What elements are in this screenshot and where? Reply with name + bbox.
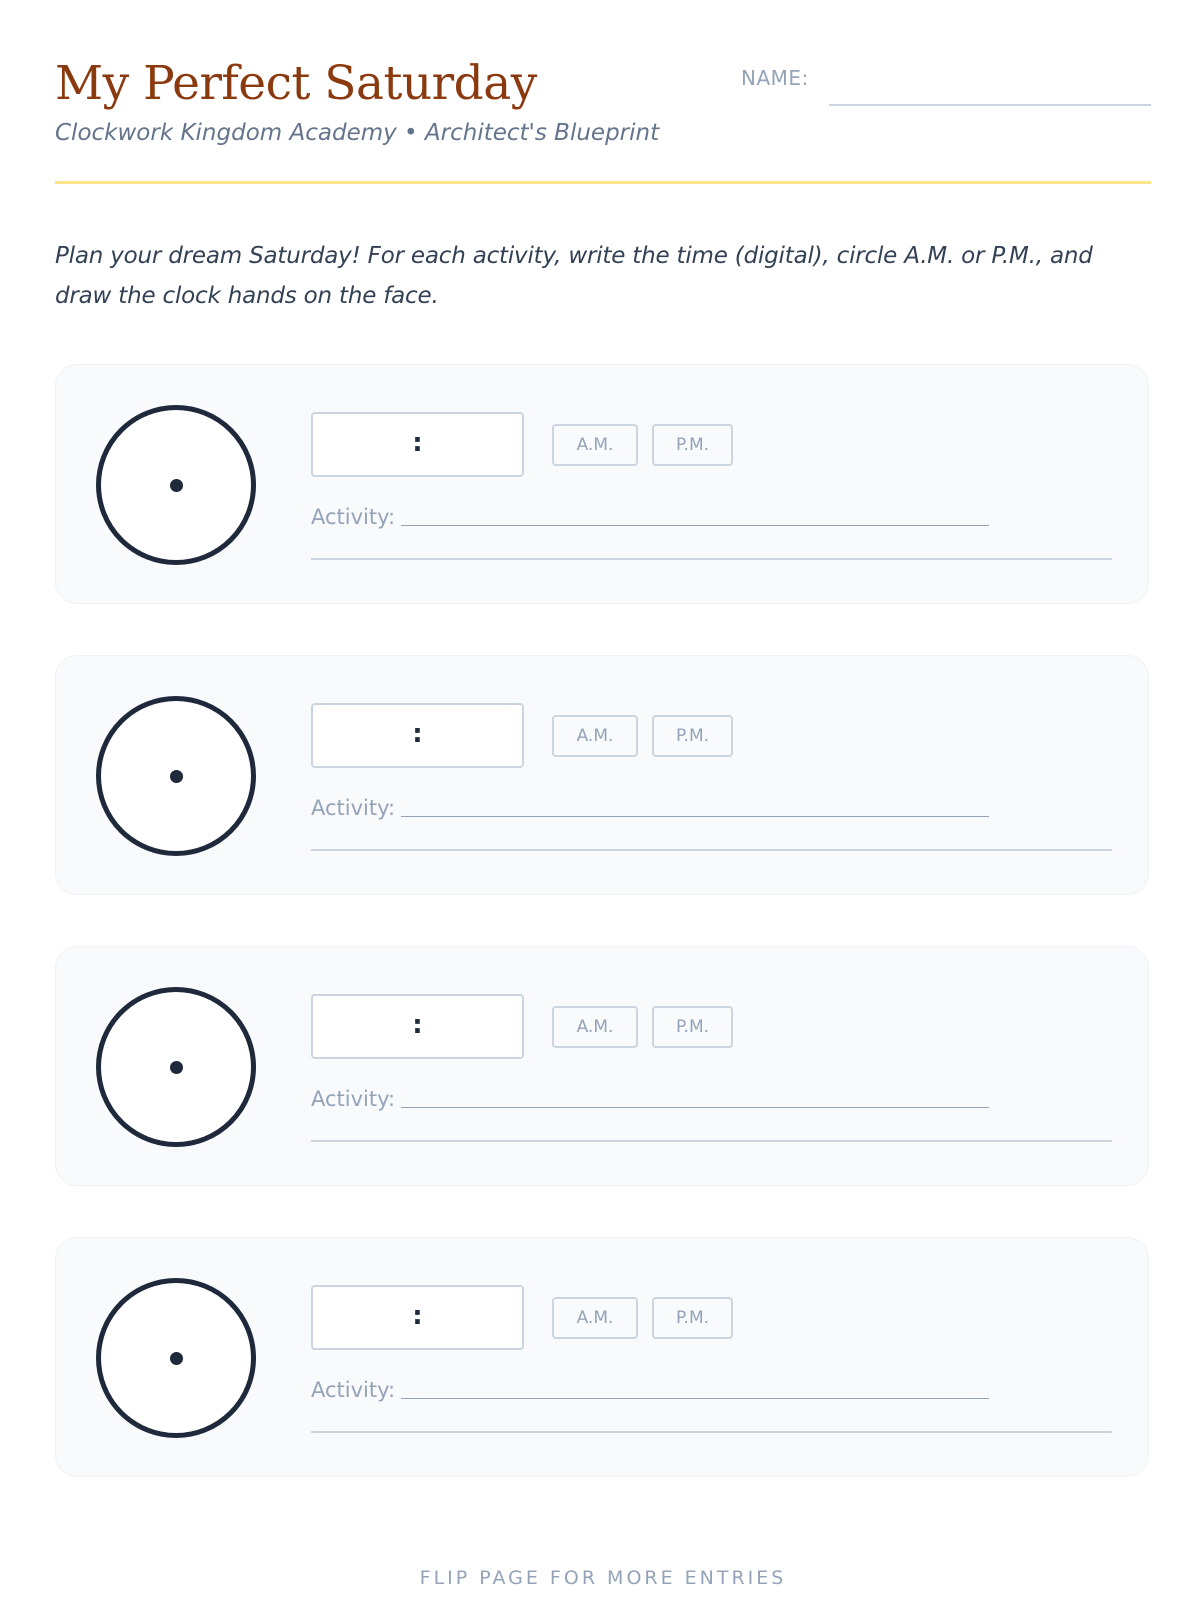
clock-face[interactable] [96,1278,256,1438]
clock-center-dot [170,1352,183,1365]
worksheet-page [55,0,1151,1600]
activity-label: Activity: [311,505,396,529]
activity-field[interactable] [401,1107,989,1108]
activity-line [311,792,989,824]
clock-center-dot [170,1061,183,1074]
pm-option[interactable]: P.M. [652,1006,733,1048]
pm-option[interactable]: P.M. [652,1297,733,1339]
activity-entry-4 [55,1237,1149,1477]
name-field[interactable] [829,104,1151,106]
activity-entry-3 [55,946,1149,1186]
clock-face[interactable] [96,405,256,565]
clock-face[interactable] [96,696,256,856]
activity-label: Activity: [311,1087,396,1111]
activity-line [311,501,989,533]
entry-writing-line[interactable] [311,558,1112,560]
digital-time-field[interactable]: : [311,1285,524,1350]
instructions-text: Plan your dream Saturday! For each activity, write the time (digital), circle A.M. or P.M., and draw the clock hands on the face. [55,243,1093,309]
entry-writing-line[interactable] [311,1140,1112,1142]
worksheet-header [55,52,1151,184]
activity-field[interactable] [401,1398,989,1399]
entry-writing-line[interactable] [311,1431,1112,1433]
pm-option[interactable]: P.M. [652,715,733,757]
activity-entry-2 [55,655,1149,895]
header-divider [55,181,1151,184]
activity-line [311,1083,989,1115]
clock-center-dot [170,770,183,783]
activity-label: Activity: [311,796,396,820]
am-option[interactable]: A.M. [552,1006,638,1048]
footer-note: FLIP PAGE FOR MORE ENTRIES [419,1567,787,1589]
activity-label: Activity: [311,1378,396,1402]
entry-writing-line[interactable] [311,849,1112,851]
activity-entry-1 [55,364,1149,604]
clock-face[interactable] [96,987,256,1147]
digital-time-field[interactable]: : [311,994,524,1059]
am-option[interactable]: A.M. [552,424,638,466]
activity-field[interactable] [401,816,989,817]
am-option[interactable]: A.M. [552,715,638,757]
activity-field[interactable] [401,525,989,526]
page-title: My Perfect Saturday [55,56,537,111]
digital-time-field[interactable]: : [311,703,524,768]
activity-line [311,1374,989,1406]
digital-time-field[interactable]: : [311,412,524,477]
pm-option[interactable]: P.M. [652,424,733,466]
am-option[interactable]: A.M. [552,1297,638,1339]
page-subtitle: Clockwork Kingdom Academy • Architect's Blueprint [55,120,660,146]
name-label: NAME: [741,66,809,90]
clock-center-dot [170,479,183,492]
